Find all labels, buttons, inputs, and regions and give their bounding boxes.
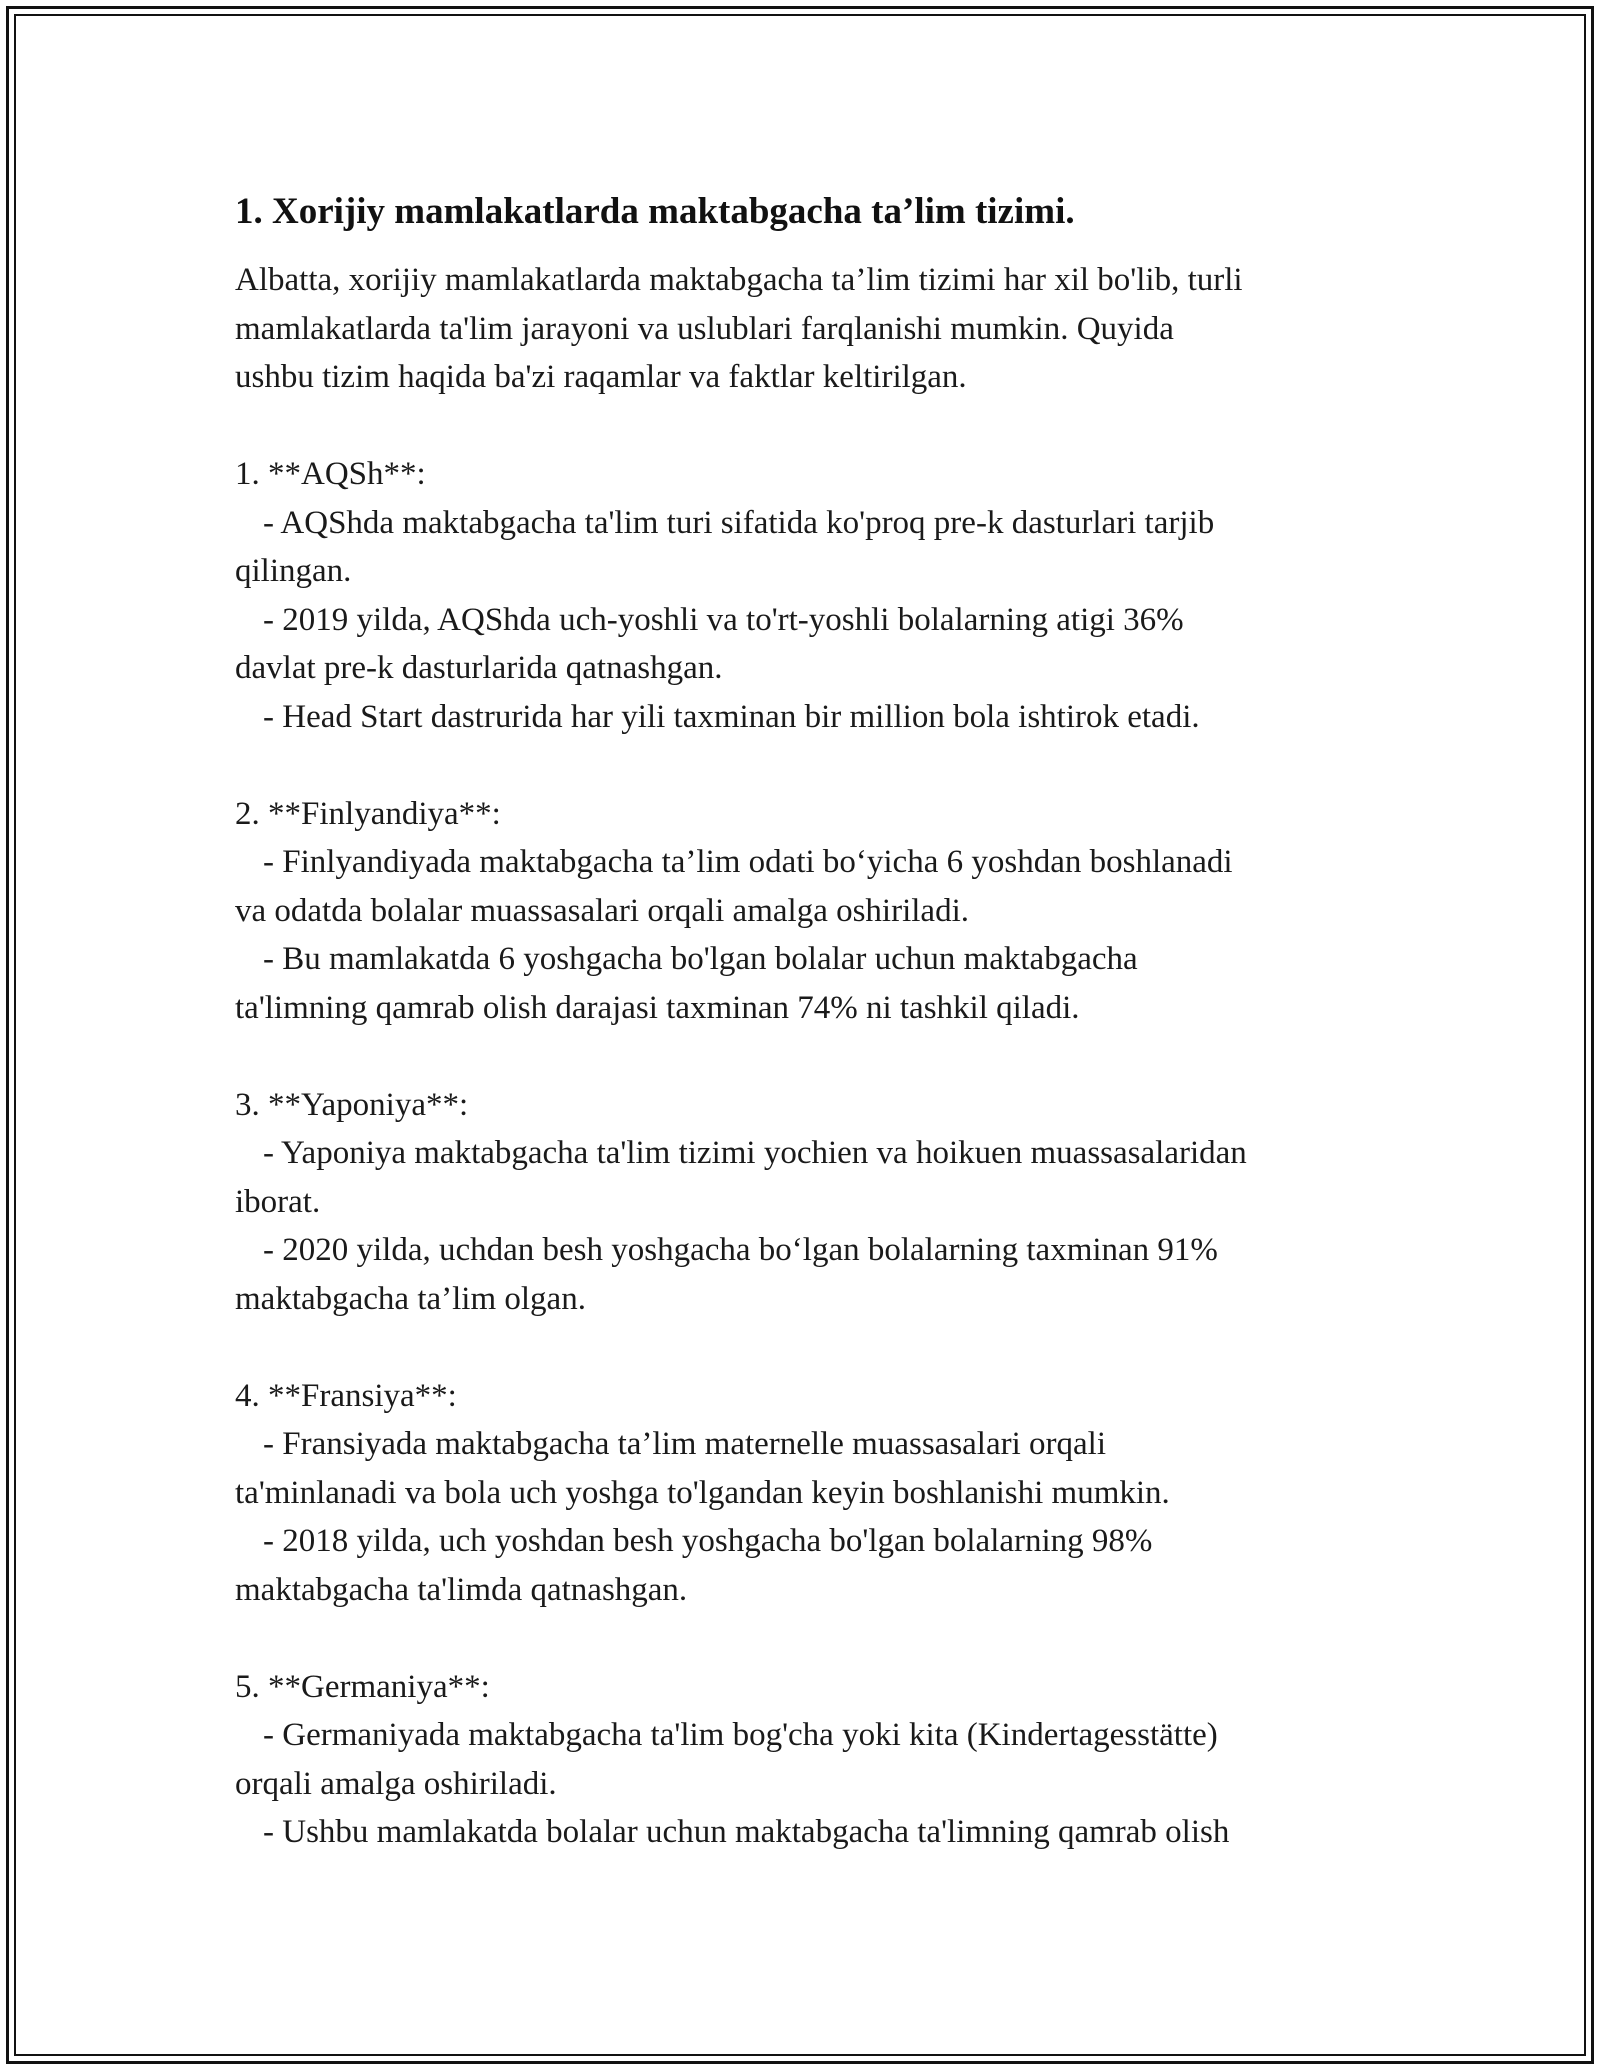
bullet-line: - Bu mamlakatda 6 yoshgacha bo'lgan bolalar uchun maktabgacha (263, 941, 1138, 977)
bullet-continuation: iborat. (235, 1183, 321, 1220)
section-france (235, 1372, 1375, 1615)
intro-line: mamlakatlarda ta'lim jarayoni va uslublari farqlanishi mumkin. Quyida (235, 310, 1174, 347)
bullet-line: - Head Start dastrurida har yili taxminan bir million bola ishtirok etadi. (263, 698, 1200, 735)
bullet-line: - AQShda maktabgacha ta'lim turi sifatida ko'proq pre-k dasturlari tarjib (263, 504, 1215, 541)
section-title: 1. **AQSh**: (235, 456, 426, 492)
bullet-continuation: va odatda bolalar muassasalari orqali amalga oshiriladi. (235, 892, 969, 929)
section-germany (235, 1663, 1375, 1857)
section-title: 3. **Yaponiya**: (235, 1086, 469, 1123)
bullet-continuation: davlat pre-k dasturlarida qatnashgan. (235, 650, 723, 686)
intro-paragraph (235, 256, 1375, 402)
bullet-line: - Fransiyada maktabgacha ta’lim maternelle muassasalari orqali (263, 1426, 1106, 1462)
document-body (235, 186, 1375, 1857)
bullet-line: - Ushbu mamlakatda bolalar uchun maktabgacha ta'limning qamrab olish (263, 1814, 1230, 1850)
bullet-continuation: ta'minlanadi va bola uch yoshga to'lgandan keyin boshlanishi mumkin. (235, 1474, 1170, 1511)
bullet-line: - 2018 yilda, uch yoshdan besh yoshgacha bo'lgan bolalarning 98% (263, 1523, 1153, 1559)
bullet-continuation: maktabgacha ta’lim olgan. (235, 1280, 586, 1317)
bullet-line: - 2019 yilda, AQShda uch-yoshli va to'rt-yoshli bolalarning atigi 36% (263, 601, 1184, 638)
bullet-line: - 2020 yilda, uchdan besh yoshgacha bo‘lgan bolalarning taxminan 91% (263, 1232, 1218, 1268)
section-title: 2. **Finlyandiya**: (235, 795, 501, 832)
bullet-continuation: orqali amalga oshiriladi. (235, 1765, 557, 1802)
section-title: 4. **Fransiya**: (235, 1377, 457, 1414)
bullet-continuation: ta'limning qamrab olish darajasi taxminan 74% ni tashkil qiladi. (235, 989, 1080, 1026)
bullet-line: - Yaponiya maktabgacha ta'lim tizimi yochien va hoikuen muassasalaridan (263, 1135, 1247, 1171)
bullet-line: - Germaniyada maktabgacha ta'lim bog'cha yoki kita (Kindertagesstätte) (263, 1717, 1218, 1753)
section-japan (235, 1081, 1375, 1324)
document-heading: 1. Xorijiy mamlakatlarda maktabgacha ta’lim tizimi. (235, 191, 1075, 232)
bullet-continuation: maktabgacha ta'limda qatnashgan. (235, 1571, 688, 1608)
intro-line: Albatta, xorijiy mamlakatlarda maktabgacha ta’lim tizimi har xil bo'lib, turli (235, 262, 1243, 298)
bullet-line: - Finlyandiyada maktabgacha ta’lim odati bo‘yicha 6 yoshdan boshlanadi (263, 844, 1233, 880)
intro-line: ushbu tizim haqida ba'zi raqamlar va faktlar keltirilgan. (235, 359, 967, 395)
section-title: 5. **Germaniya**: (235, 1668, 490, 1705)
section-usa (235, 450, 1375, 741)
section-finland (235, 790, 1375, 1033)
bullet-continuation: qilingan. (235, 553, 352, 589)
